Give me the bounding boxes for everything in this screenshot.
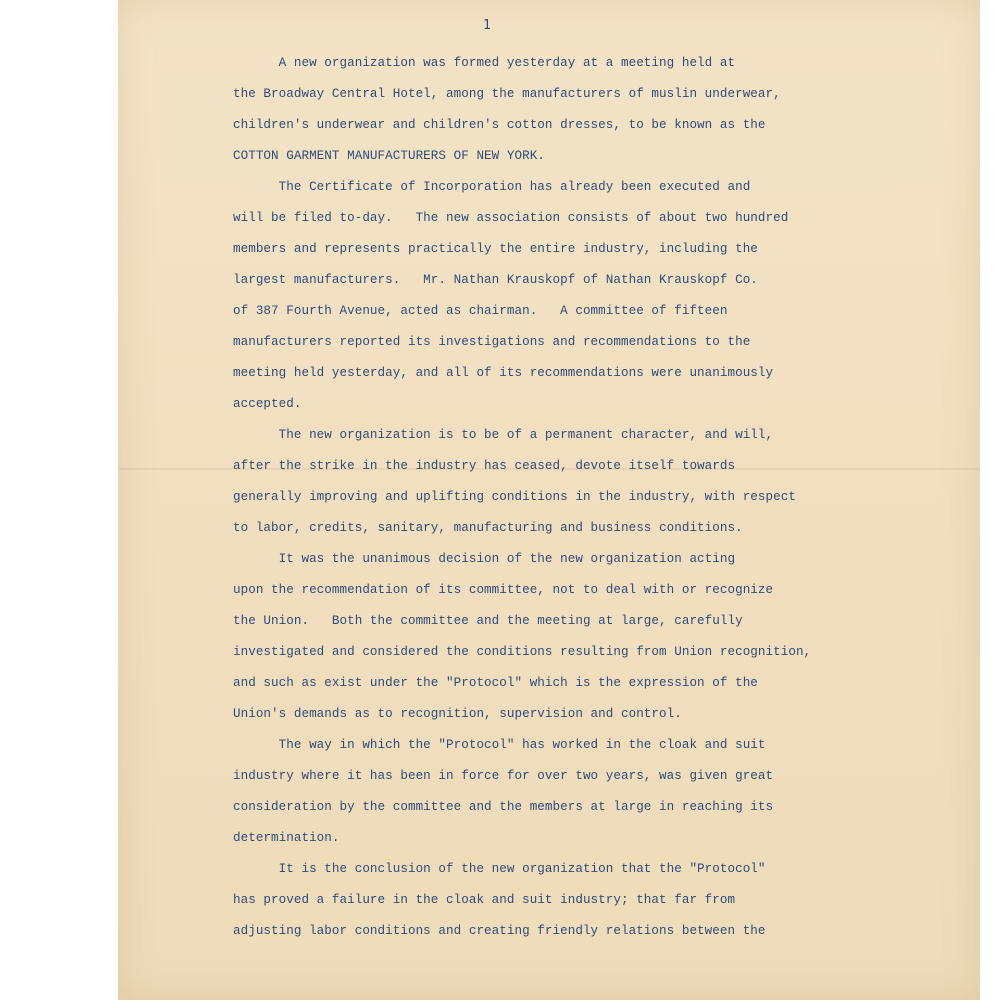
text-line: meeting held yesterday, and all of its recommendations were unanimously [233,366,774,380]
text-line: consideration by the committee and the members at large in reaching its [233,800,774,814]
text-line: to labor, credits, sanitary, manufacturing and business conditions. [233,521,743,535]
text-line: The way in which the "Protocol" has worked in the cloak and suit [233,738,766,752]
typed-page [118,0,980,1000]
text-line: industry where it has been in force for over two years, was given great [233,769,774,783]
paragraph-protocol-consideration [233,730,953,854]
text-line: children's underwear and children's cotton dresses, to be known as the [233,118,766,132]
text-line: members and represents practically the entire industry, including the [233,242,758,256]
text-line: It was the unanimous decision of the new organization acting [233,552,736,566]
page-number: 1 [483,18,491,33]
text-line: COTTON GARMENT MANUFACTURERS OF NEW YORK. [233,149,545,163]
text-line: the Union. Both the committee and the meeting at large, carefully [233,614,743,628]
text-line: largest manufacturers. Mr. Nathan Krauskopf of Nathan Krauskopf Co. [233,273,758,287]
paragraph-character [233,420,953,544]
text-line: after the strike in the industry has ceased, devote itself towards [233,459,736,473]
text-line: The Certificate of Incorporation has already been executed and [233,180,751,194]
text-line: manufacturers reported its investigations and recommendations to the [233,335,751,349]
text-line: Union's demands as to recognition, supervision and control. [233,707,682,721]
text-line: It is the conclusion of the new organization that the "Protocol" [233,862,766,876]
text-line: and such as exist under the "Protocol" which is the expression of the [233,676,758,690]
text-line: generally improving and uplifting conditions in the industry, with respect [233,490,796,504]
text-line: upon the recommendation of its committee, not to deal with or recognize [233,583,774,597]
paragraph-formation [233,48,953,172]
text-line: accepted. [233,397,302,411]
text-line: the Broadway Central Hotel, among the manufacturers of muslin underwear, [233,87,781,101]
text-line: adjusting labor conditions and creating friendly relations between the [233,924,766,938]
paragraph-union-decision [233,544,953,730]
paragraph-incorporation [233,172,953,420]
paragraph-conclusion [233,854,953,947]
text-line: will be filed to-day. The new association consists of about two hundred [233,211,789,225]
typed-body-text [233,48,953,947]
text-line: determination. [233,831,340,845]
text-line: investigated and considered the conditions resulting from Union recognition, [233,645,812,659]
text-line: A new organization was formed yesterday at a meeting held at [233,56,736,70]
text-line: of 387 Fourth Avenue, acted as chairman. A committee of fifteen [233,304,728,318]
text-line: The new organization is to be of a permanent character, and will, [233,428,774,442]
text-line: has proved a failure in the cloak and suit industry; that far from [233,893,736,907]
